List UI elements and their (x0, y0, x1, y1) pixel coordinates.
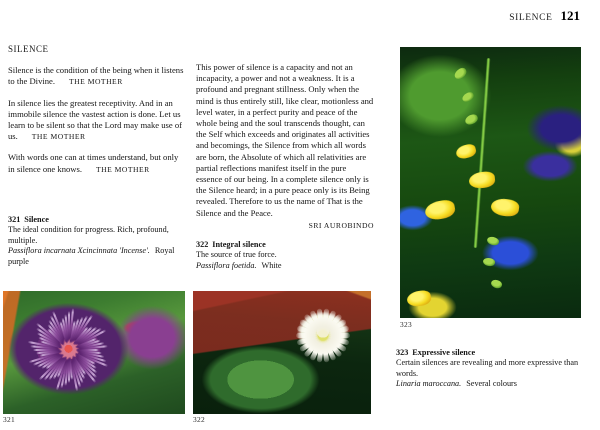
passionflower-purple-photo (3, 291, 185, 414)
caption-number: 322 (196, 240, 209, 249)
flower-bud (460, 91, 474, 103)
page-number: 121 (560, 8, 580, 23)
figure-number-322: 322 (193, 415, 205, 424)
caption-322 (196, 240, 372, 271)
caption-description: The source of true force. (196, 250, 277, 260)
caption-321 (8, 215, 184, 267)
caption-number: 321 (8, 215, 21, 224)
caption-heading (8, 215, 184, 225)
paragraph (8, 152, 184, 174)
caption-latin-name: Passiflora foetida. (196, 260, 257, 270)
paragraph (8, 98, 184, 143)
caption-colour: White (261, 260, 282, 270)
flower-bud (482, 257, 496, 268)
paragraph-text: Silence is the condition of the being when it listens to the Divine. (8, 65, 184, 87)
text-column-1 (8, 44, 184, 175)
paragraph (196, 62, 374, 231)
flower-bloom (424, 199, 457, 222)
caption-description: The ideal condition for progress. Rich, profound, multiple. (8, 225, 169, 245)
figure-number-323: 323 (400, 320, 412, 329)
caption-latin-name: Linaria maroccana. (396, 379, 462, 389)
caption-heading (196, 240, 372, 250)
linaria-maroccana-photo (400, 47, 581, 318)
attribution: THE MOTHER (96, 164, 150, 174)
caption-number: 323 (396, 348, 409, 357)
paragraph (8, 65, 184, 87)
caption-colour: Several colours (466, 379, 517, 389)
flower-bloom (406, 289, 432, 307)
figure-321-image (3, 291, 185, 414)
paragraph-text: This power of silence is a capacity and not an incapacity, a power and not a weakness. It is a profound and pregnant stillness. Only when the mind is thus entirely still, like clear, motionless and level water, in a perfect purity and peace of the whole being and the soul transcends thought, can the Self which exceeds and originates all activities and becomings, the Silence from which all words are born, the Absolute of which all relativities are partial reflections manifest itself in the pure essence of our being. In a complete silence only is the Silence heard; in a pure peace only is its Being revealed. Therefore to us the name of That is the Silence and the Peace. (196, 62, 374, 218)
flower-bud (464, 113, 479, 126)
running-head-title: SILENCE (509, 13, 553, 23)
flower-bloom (455, 142, 478, 159)
figure-323-image (400, 47, 581, 318)
paragraph-text: In silence lies the greatest receptivity. And in an immobile silence the vastest action is done. Let us learn to be silent so that the Lord may make use of us. (8, 97, 182, 142)
running-head (509, 8, 580, 24)
attribution: SRI AUROBINDO (308, 220, 374, 230)
flower-bud (453, 66, 469, 81)
flower-bloom (489, 197, 519, 218)
attribution: THE MOTHER (69, 77, 123, 87)
caption-title: Expressive silence (412, 348, 476, 357)
paragraph-text: With words one can at times understand, but only in silence one knows. (8, 152, 179, 174)
caption-colour: Royal purple (8, 246, 175, 266)
figure-number-321: 321 (3, 415, 15, 424)
flower-bloom (468, 170, 496, 189)
flower-bud (489, 278, 502, 290)
caption-title: Silence (24, 215, 49, 224)
caption-heading (396, 348, 582, 358)
text-column-2 (196, 62, 374, 231)
figure-322-image (193, 291, 371, 414)
caption-description: Certain silences are revealing and more expressive than words. (396, 358, 579, 378)
section-label: SILENCE (8, 44, 49, 54)
caption-323 (396, 348, 582, 390)
caption-title: Integral silence (212, 240, 266, 249)
passionflower-white-photo (193, 291, 371, 414)
flower-bud (486, 235, 500, 247)
attribution: THE MOTHER (31, 132, 86, 142)
caption-latin-name: Passiflora incarnata Xcincinnata 'Incense'. (8, 246, 150, 256)
